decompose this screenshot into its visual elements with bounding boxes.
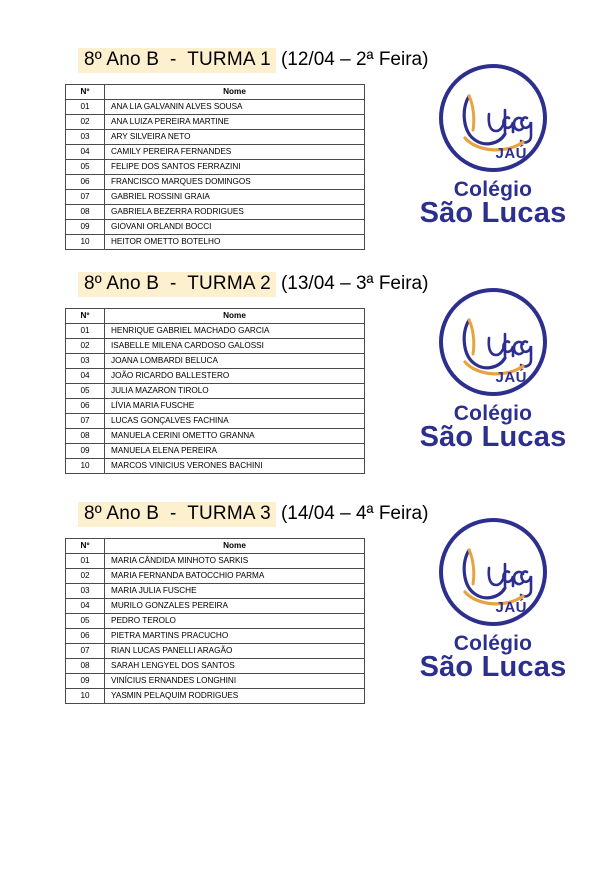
- row-name: GABRIELA BEZERRA RODRIGUES: [105, 205, 365, 220]
- row-name: ARY SILVEIRA NETO: [105, 130, 365, 145]
- table-row: [66, 115, 365, 130]
- logo-circle: [439, 288, 547, 396]
- row-number: 07: [66, 644, 105, 659]
- school-logo: [398, 518, 588, 682]
- table-row: [66, 614, 365, 629]
- section-title-date: (13/04 – 3ª Feira): [280, 273, 429, 294]
- row-number: 02: [66, 339, 105, 354]
- row-name: JOANA LOMBARDI BELUCA: [105, 354, 365, 369]
- column-header-number: Nº: [66, 539, 105, 554]
- table-row: [66, 130, 365, 145]
- table-row: [66, 459, 365, 474]
- row-number: 09: [66, 674, 105, 689]
- row-number: 03: [66, 584, 105, 599]
- row-name: GABRIEL ROSSINI GRAIA: [105, 190, 365, 205]
- row-name: RIAN LUCAS PANELLI ARAGÃO: [105, 644, 365, 659]
- section-title-highlight: 8º Ano B - TURMA 3: [78, 502, 276, 527]
- table-row: [66, 354, 365, 369]
- table-row: [66, 674, 365, 689]
- table-row: [66, 444, 365, 459]
- row-name: MURILO GONZALES PEREIRA: [105, 599, 365, 614]
- roster-section: [0, 502, 612, 704]
- row-number: 01: [66, 100, 105, 115]
- row-name: MANUELA CERINI OMETTO GRANNA: [105, 429, 365, 444]
- section-title-highlight: 8º Ano B - TURMA 1: [78, 48, 276, 73]
- table-row: [66, 644, 365, 659]
- row-name: PEDRO TEROLO: [105, 614, 365, 629]
- row-name: FRANCISCO MARQUES DOMINGOS: [105, 175, 365, 190]
- section-title-date: (14/04 – 4ª Feira): [280, 503, 429, 524]
- row-number: 05: [66, 384, 105, 399]
- row-name: MANUELA ELENA PEREIRA: [105, 444, 365, 459]
- column-header-name: Nome: [105, 309, 365, 324]
- logo-line2: São Lucas: [419, 197, 567, 229]
- row-number: 06: [66, 175, 105, 190]
- row-number: 07: [66, 414, 105, 429]
- section-title-highlight: 8º Ano B - TURMA 2: [78, 272, 276, 297]
- row-name: JULIA MAZARON TIROLO: [105, 384, 365, 399]
- column-header-name: Nome: [105, 85, 365, 100]
- row-name: ANA LIA GALVANIN ALVES SOUSA: [105, 100, 365, 115]
- roster-section: [0, 48, 612, 250]
- row-name: VINÍCIUS ERNANDES LONGHINI: [105, 674, 365, 689]
- row-number: 06: [66, 399, 105, 414]
- row-name: FELIPE DOS SANTOS FERRAZINI: [105, 160, 365, 175]
- row-name: PIETRA MARTINS PRACUCHO: [105, 629, 365, 644]
- column-header-number: Nº: [66, 309, 105, 324]
- roster-table-wrapper: [65, 84, 365, 250]
- row-number: 07: [66, 190, 105, 205]
- row-number: 03: [66, 130, 105, 145]
- row-name: MARIA JULIA FUSCHE: [105, 584, 365, 599]
- row-number: 09: [66, 444, 105, 459]
- row-name: HEITOR OMETTO BOTELHO: [105, 235, 365, 250]
- table-row: [66, 429, 365, 444]
- row-name: SARAH LENGYEL DOS SANTOS: [105, 659, 365, 674]
- table-header-row: [66, 309, 365, 324]
- row-number: 06: [66, 629, 105, 644]
- roster-table: [65, 538, 365, 704]
- row-number: 10: [66, 235, 105, 250]
- logo-badge-text: JAÚ: [495, 369, 527, 386]
- roster-section: [0, 272, 612, 474]
- logo-line2: São Lucas: [419, 421, 567, 453]
- row-name: MARIA FERNANDA BATOCCHIO PARMA: [105, 569, 365, 584]
- row-number: 05: [66, 614, 105, 629]
- row-number: 01: [66, 324, 105, 339]
- row-number: 03: [66, 354, 105, 369]
- row-number: 04: [66, 145, 105, 160]
- table-row: [66, 369, 365, 384]
- table-row: [66, 384, 365, 399]
- table-row: [66, 235, 365, 250]
- document-page: [0, 48, 612, 888]
- table-row: [66, 145, 365, 160]
- table-row: [66, 175, 365, 190]
- table-row: [66, 414, 365, 429]
- logo-circle: [439, 518, 547, 626]
- logo-line1: Colégio: [453, 178, 533, 201]
- school-logo: [398, 288, 588, 452]
- row-name: ISABELLE MILENA CARDOSO GALOSSI: [105, 339, 365, 354]
- row-name: JOÃO RICARDO BALLESTERO: [105, 369, 365, 384]
- column-header-number: Nº: [66, 85, 105, 100]
- table-row: [66, 205, 365, 220]
- table-row: [66, 629, 365, 644]
- row-number: 10: [66, 459, 105, 474]
- logo-line1: Colégio: [453, 632, 533, 655]
- row-number: 10: [66, 689, 105, 704]
- table-row: [66, 190, 365, 205]
- row-name: MARIA CÂNDIDA MINHOTO SARKIS: [105, 554, 365, 569]
- row-number: 08: [66, 659, 105, 674]
- table-row: [66, 220, 365, 235]
- row-number: 04: [66, 599, 105, 614]
- table-row: [66, 324, 365, 339]
- roster-table: [65, 84, 365, 250]
- row-name: LÍVIA MARIA FUSCHE: [105, 399, 365, 414]
- row-number: 08: [66, 429, 105, 444]
- roster-table-wrapper: [65, 308, 365, 474]
- row-name: MARCOS VINICIUS VERONES BACHINI: [105, 459, 365, 474]
- table-row: [66, 399, 365, 414]
- row-number: 08: [66, 205, 105, 220]
- column-header-name: Nome: [105, 539, 365, 554]
- table-row: [66, 554, 365, 569]
- table-row: [66, 339, 365, 354]
- table-row: [66, 569, 365, 584]
- table-row: [66, 584, 365, 599]
- table-row: [66, 599, 365, 614]
- logo-line2: São Lucas: [419, 651, 567, 683]
- logo-badge-text: JAÚ: [495, 145, 527, 162]
- table-header-row: [66, 539, 365, 554]
- section-title-date: (12/04 – 2ª Feira): [280, 49, 429, 70]
- row-number: 09: [66, 220, 105, 235]
- roster-table-wrapper: [65, 538, 365, 704]
- table-row: [66, 689, 365, 704]
- logo-line1: Colégio: [453, 402, 533, 425]
- row-name: CAMILY PEREIRA FERNANDES: [105, 145, 365, 160]
- table-row: [66, 659, 365, 674]
- logo-circle: [439, 64, 547, 172]
- row-name: LUCAS GONÇALVES FACHINA: [105, 414, 365, 429]
- table-header-row: [66, 85, 365, 100]
- table-row: [66, 100, 365, 115]
- row-number: 02: [66, 115, 105, 130]
- row-number: 04: [66, 369, 105, 384]
- row-name: YASMIN PELAQUIM RODRIGUES: [105, 689, 365, 704]
- table-row: [66, 160, 365, 175]
- roster-table: [65, 308, 365, 474]
- row-number: 05: [66, 160, 105, 175]
- row-name: ANA LUIZA PEREIRA MARTINE: [105, 115, 365, 130]
- row-number: 02: [66, 569, 105, 584]
- row-number: 01: [66, 554, 105, 569]
- row-name: HENRIQUE GABRIEL MACHADO GARCIA: [105, 324, 365, 339]
- school-logo: [398, 64, 588, 228]
- row-name: GIOVANI ORLANDI BOCCI: [105, 220, 365, 235]
- logo-badge-text: JAÚ: [495, 599, 527, 616]
